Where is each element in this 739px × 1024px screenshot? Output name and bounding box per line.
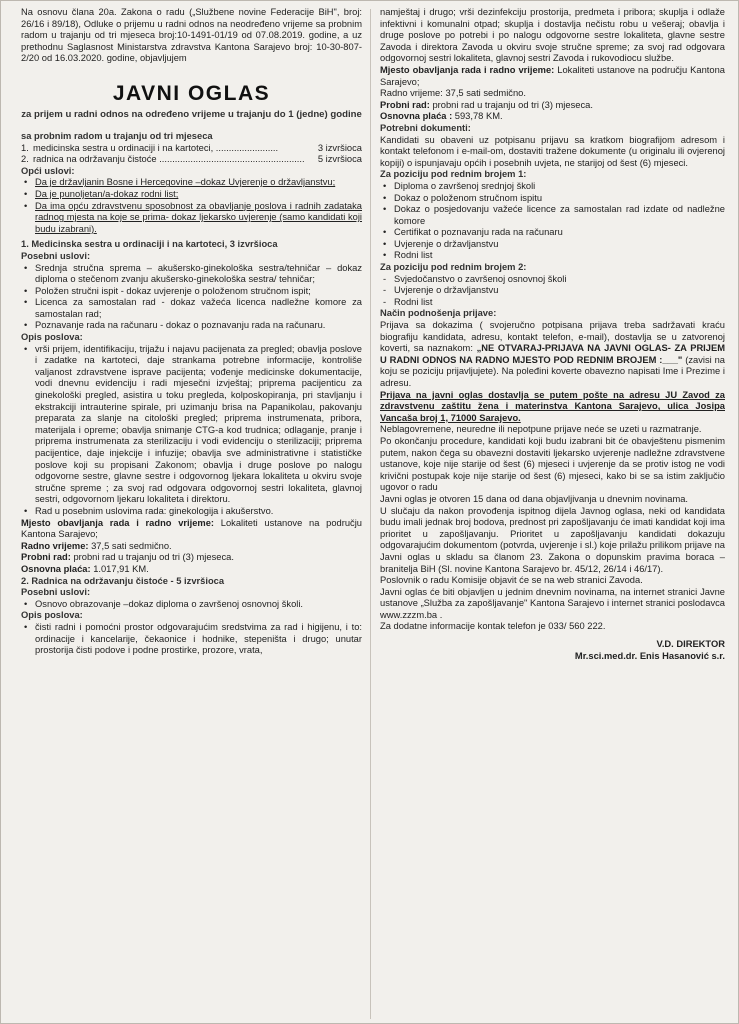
position-number: 1.	[21, 142, 29, 153]
list-item: • Da je državljanin Bosne i Hercegovine –dokaz Uvjerenje o državljanstvu;	[21, 177, 362, 189]
list-item: • Da ima opću zdravstvenu sposobnost za obavljanje poslova i radnih zadataka radnog mjesta na koje se prima- dokaz ljekarsko uvjerenje (samo kandidati koji budu izabrani).	[21, 201, 362, 236]
position-row	[21, 143, 362, 155]
neblagovremene-paragraph: Neblagovremene, neuredne ili nepotpune prijave neće se uzeti u razmatranje.	[380, 424, 702, 435]
list-item: - Svjedočanstvo o završenoj osnovnoj školi	[380, 274, 725, 286]
list-item: • Osnovo obrazovanje –dokaz diploma o završenoj osnovnoj školi.	[21, 599, 362, 611]
intro-paragraph: Na osnovu člana 20a. Zakona o radu („Službene novine Federacije BiH", broj: 26/16 i 89/18), Odluke o prijemu u radni odnos na neodređeno vrijeme sa probnim radom u trajanju od tri mjeseca broj:10-1491-01/19 od 07.08.2019. godine, a uz prethodnu Saglasnost Ministarstva zdravstva Kantona Sarajevo broj: 10-30-807-2/20 od 16.03.2020. godine, objavljujem	[21, 7, 362, 64]
list-item: • Diploma o završenoj srednjoj školi	[380, 181, 725, 193]
pos1-placa	[21, 564, 362, 576]
signature-role: V.D. DIREKTOR	[656, 639, 725, 650]
text: (zavisi na koju se poziciju prijavljujete). Na poleđini koverte obavezno napisati Ime i Prezime i adresu.	[380, 354, 725, 388]
pos2-placa	[380, 111, 725, 123]
label: Osnovna plaća :	[380, 111, 453, 122]
label: Radno vrijeme:	[21, 540, 89, 551]
value: probni rad u trajanju od tri (3) mjeseca.	[70, 552, 234, 563]
pos1-mjesto	[21, 518, 362, 541]
list-item: • Poznavanje rada na računaru - dokaz o poznavanju rada na računaru.	[21, 320, 362, 332]
pos1-heading: 1. Medicinska sestra u ordinaciji i na kartoteci, 3 izvršioca	[21, 239, 278, 250]
list-item: - Rodni list	[380, 297, 725, 309]
value: 1.017,91 KM.	[90, 563, 149, 574]
pos1-opis-heading: Opis poslova:	[21, 332, 83, 343]
positions-list	[21, 143, 362, 166]
podnosenje-heading: Način podnošenja prijave:	[380, 308, 497, 319]
pos2-opis-continued: namještaj i drugo; vrši dezinfekciju prostorija, predmeta i pribora; skuplja i odlaže infektivni i komunalni otpad; skuplja i dostavlja nečistu robu u vešeraj; obavlja i druge poslove po potrebi i po nalogu odgovorne sestre lokaliteta, glavne sestre Zavoda i direktora Zavoda u okviru svoje stručne spreme; za svoj rad odgovara odgovornoj sestri lokaliteta, glavnoj sestri Zavoda i rukovodiocu službe.	[380, 7, 725, 64]
opci-uslovi-list	[21, 177, 362, 235]
list-item: • Da je punoljetan/a-dokaz rodni list;	[21, 189, 362, 201]
value: 37,5 sati sedmično.	[442, 88, 526, 99]
list-item: • Certifikat o poznavanju rada na računaru	[380, 227, 725, 239]
p1-doc-list	[380, 181, 725, 262]
list-item: • Rodni list	[380, 250, 725, 262]
pos2-posebni-heading: Posebni uslovi:	[21, 587, 91, 598]
position-count: 5 izvršioca	[317, 154, 362, 165]
pos1-posebni-list	[21, 263, 362, 333]
list-item: • Položen stručni ispit - dokaz uvjerenje o položenom stručnom ispit;	[21, 286, 362, 298]
pos2-probni	[380, 100, 725, 112]
label: Probni rad:	[380, 99, 430, 110]
list-item: • Dokaz o posjedovanju važeće licence za samostalan rad izdate od nadležne komore	[380, 204, 725, 227]
address-paragraph: Prijava na javni oglas dostavlja se putem pošte na adresu JU Zavod za zdravstvenu zaštitu žena i materinstva Kantona Sarajevo, ulica Josipa Vancaša broj 1, 71000 Sarajevo.	[380, 389, 725, 423]
page-subtitle: za prijem u radni odnos na određeno vrijeme u trajanju do 1 (jedne) godine	[21, 108, 362, 120]
list-item: • Licenca za samostalan rad - dokaz važeća licenca nadležne komore za samostalan rad;	[21, 297, 362, 320]
value: probni rad u trajanju od tri (3) mjeseca.	[429, 99, 593, 110]
position-row	[21, 154, 362, 166]
procedura-paragraph: Po okončanju procedure, kandidati koji budu izabrani bit će obavještenu pismenim putem, nakon čega su obavezni dostaviti ljekarsko uvjerenje nadležne zdravstvene ustanove, koje nije starije od šest (6) mjeseci i uvjerenje da se protiv istog ne vodi krivični postupak koje nije starije od šest (6) mjeseci, kako bi se sa istim zaključio ugovor o radu	[380, 435, 725, 493]
dokumenti-intro: Kandidati su obaveni uz potpisanu prijavu sa kratkom biografijom adresom i kontakt telefonom i e-mail-om, dostaviti tražene dokumente (u originalu ili ovjerenoj kopiji) o ispunjavaju općih i posebnih uvjeta, ne starijoj od šest (6) mjeseci.	[380, 134, 725, 168]
dokumenti-heading: Potrebni dokumenti:	[380, 122, 471, 133]
envelope-marking: „NE OTVARAJ-PRIJAVA NA JAVNI OGLAS- ZA PRIJEM U RADNI ODNOS NA RADNO MJESTO POD REDNIM BROJEM :___"	[380, 343, 725, 365]
pos2-mjesto	[380, 65, 725, 88]
pos2-heading: 2. Radnica na održavanju čistoće - 5 izvršioca	[21, 575, 225, 586]
pos2-radno	[380, 88, 725, 100]
info-paragraph: Za dodatne informacije kontak telefon je 033/ 560 222.	[380, 621, 606, 632]
pos2-opis-list	[21, 622, 362, 657]
signature-name: Mr.sci.med.dr. Enis Hasanović s.r.	[574, 650, 725, 661]
list-item: • vrši prijem, identifikaciju, trijažu i najavu pacijenata za pregled; obavlja poslove i zadatke na kartoteci, daje strankama potrebne informacije, kontroliše valjanost zdravstvene isprave pacijenta; vođenje medicinske dokumentacije, vodi dnevnu evidenciju i radi mjesečni izvještaj; priprema pacijenticu za ginekološki pregled, asistira u toku pregleda, kolposkopiranja, pri stavljanju i ekstrakciji intrauterine spirale, pri uzimanju brisa na Papanikolau, pakovanju preparata za slanje na citološki pregled; priprema instrumenata, pribora, materijala i opreme; obavlja snimanje CTG-a kod trudnica; odlaganje, pranje i priprema instrumenata za sterilizaciju i vodi evidenciju o sterilizaciji; priprema pacijentice, daje injekcije i infuzije; obavlja sve administrativne i statističke poslove koji su propisani Zakonom; obavlja i druge poslove po nalogu odgovorne sestre, glavne sestre i odgovornog ljekara lokaliteta u okviru svoje stručne spreme ; za svoj rad odgovara odgovornoj sestri lokaliteta, glavnoj sestri, odgovornom ljekaru lokaliteta i direktoru.	[21, 344, 362, 506]
otvoren-paragraph: Javni oglas je otvoren 15 dana od dana objavljivanja u dnevnim novinama.	[380, 493, 689, 504]
label: Mjesto obavljanja rada i radno vrijeme:	[21, 517, 215, 528]
podnosenje-text	[380, 320, 725, 390]
label: Radno vrijeme:	[380, 88, 443, 99]
poslovnik-paragraph: Poslovnik o radu Komisije objavit će se na web stranici Zavoda.	[380, 575, 643, 586]
list-item: • čisti radni i pomoćni prostor odgovarajućim sredstvima za rad i higijenu, i to: ordinacije i kancelarije, čekaonice i hodnike, stepeništa i drugo; unutar prostorija čisti podove i podne prostirke, prozore, vrata,	[21, 622, 362, 657]
pos2-opis-heading: Opis poslova:	[21, 610, 83, 621]
pos1-posebni-heading: Posebni uslovi:	[21, 250, 91, 261]
value: Lokaliteti ustanove na području Kantona Sarajevo;	[380, 64, 725, 87]
page-title: JAVNI OGLAS	[112, 81, 271, 105]
label: Mjesto obavljanja rada i radno vrijeme:	[380, 64, 555, 75]
label: Probni rad:	[21, 552, 71, 563]
value: 593,78 KM.	[452, 111, 503, 122]
list-item: • Srednja stručna sprema – akušersko-ginekološka sestra/tehničar – dokaz diploma o stečenom zvanju akušersko-ginekološka sestra/ tehničar;	[21, 263, 362, 286]
p2-doc-list	[380, 274, 725, 309]
p1-heading: Za poziciju pod rednim brojem 1:	[380, 169, 527, 180]
left-column	[21, 7, 362, 657]
pos1-probni	[21, 552, 362, 564]
slucaj-paragraph: U slučaju da nakon provođenja ispitnog dijela Javnog oglasa, neki od kandidata budu imali jednak broj bodova, prednost pri zapošljavanju će imati kandidat koji ima prioritet u zapošljavanju. Prioritet u zapošljavanju kandidati dokazuju odgovarajućim dokumentom (potvrda, uvjerenje i sl.) koje prilažu prilikom prijave na Javni oglas u skladu sa članom 23. Zakona o dopunskim pravima boraca – branitelja BiH (Sl. novine Kantona Sarajevo br. 45/12, 26/14 i 46/17).	[380, 505, 725, 574]
opci-uslovi-heading: Opći uslovi:	[21, 165, 75, 176]
probni-heading: sa probnim radom u trajanju od tri mjeseca	[21, 130, 213, 141]
position-count: 3 izvršioca	[317, 142, 362, 153]
right-column	[380, 7, 725, 662]
label: Osnovna plaća:	[21, 563, 91, 574]
pos2-posebni-list	[21, 599, 362, 611]
value: Lokaliteti ustanove na području Kantona Sarajevo;	[21, 517, 362, 540]
position-number: 2.	[21, 154, 29, 165]
list-item: • Dokaz o položenom stručnom ispitu	[380, 193, 725, 205]
p2-heading: Za poziciju pod rednim brojem 2:	[380, 262, 527, 273]
value: 37,5 sati sedmično.	[88, 540, 172, 551]
text: Prijava sa dokazima ( svojeručno potpisana prijava treba sadržavati kraću biografiju kandidata, adresu, kontakt telefon, e-mail), dostavlja se u zatvorenoj koverti, sa naznakom:	[380, 320, 725, 354]
objavljen-paragraph: Javni oglas će biti objavljen u jednim dnevnim novinama, na internet stranici Javne ustanove „Služba za zapošljavanje" Kantona Sarajevo i internet stranici poslodavca www.zzzm.ba .	[380, 586, 725, 620]
column-divider	[370, 9, 371, 1019]
position-name: radnica na održavanju čistoće ........................................................	[33, 154, 305, 165]
pos1-opis-list	[21, 344, 362, 518]
pos1-radno	[21, 541, 362, 553]
list-item: • Rad u posebnim uslovima rada: ginekologija i akušerstvo.	[21, 506, 362, 518]
position-name: medicinska sestra u ordinaciji i na kartoteci, ........................	[33, 142, 279, 153]
list-item: • Uvjerenje o državljanstvu	[380, 239, 725, 251]
list-item: - Uvjerenje o državljanstvu	[380, 285, 725, 297]
